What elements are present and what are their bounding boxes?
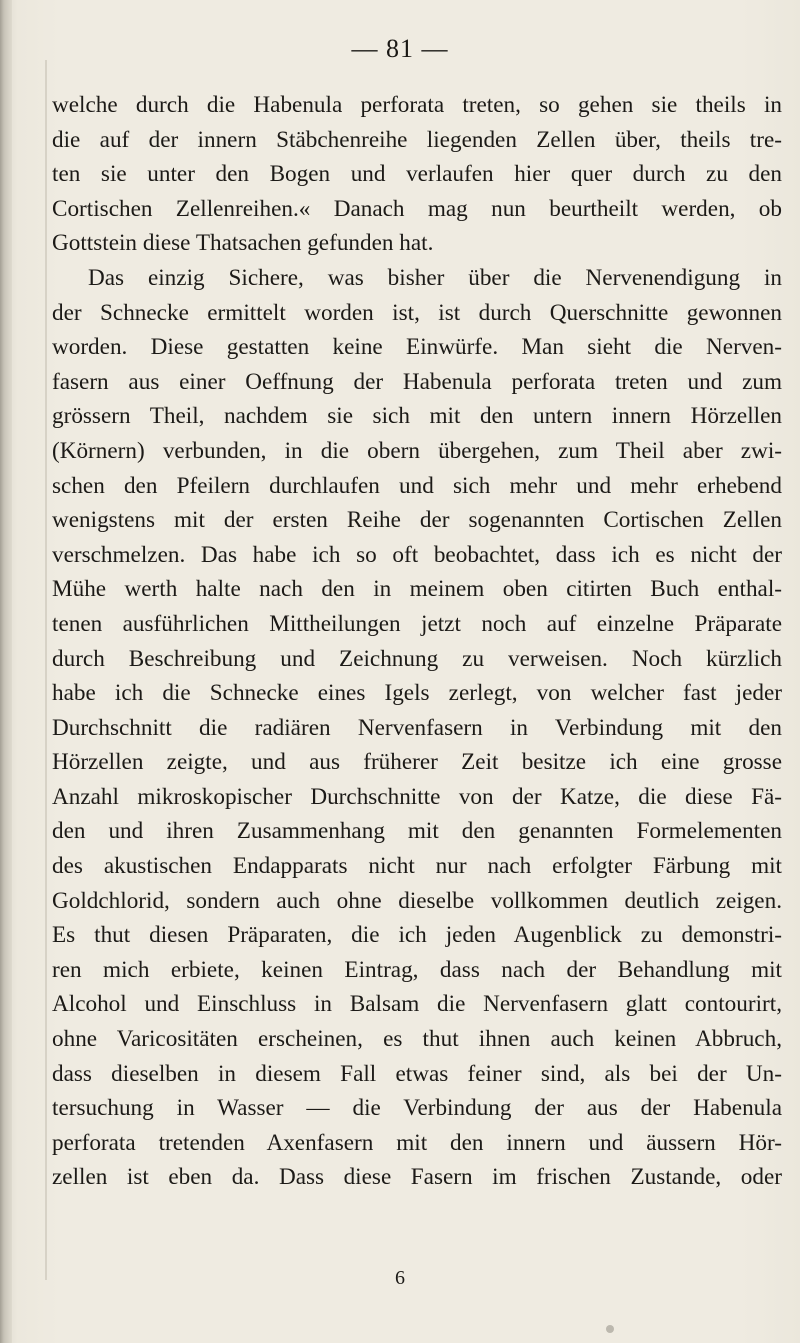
text-line: tenen ausführlichen Mittheilungen jetzt noch auf einzelne Präparate	[52, 610, 782, 637]
binding-edge	[0, 0, 12, 1343]
ink-spot	[606, 1325, 614, 1333]
text-line: Das einzig Sichere, was bisher über die Nervenendigung in	[88, 264, 782, 291]
text-line: verschmelzen. Das habe ich so oft beobachtet, dass ich es nicht der	[52, 541, 782, 568]
text-line: ten sie unter den Bogen und verlaufen hier quer durch zu den	[52, 161, 782, 188]
text-line: habe ich die Schnecke eines Igels zerlegt, von welcher fast jeder	[52, 680, 782, 707]
text-line: Goldchlorid, sondern auch ohne dieselbe vollkommen deutlich zeigen.	[52, 887, 782, 914]
text-line: Cortischen Zellenreihen.« Danach mag nun beurtheilt werden, ob	[52, 195, 782, 222]
text-line: Mühe werth halte nach den in meinem oben citirten Buch enthal-	[52, 576, 782, 603]
text-line: Es thut diesen Präparaten, die ich jeden Augenblick zu demonstri-	[52, 922, 782, 949]
text-line: schen den Pfeilern durchlaufen und sich mehr und mehr erhebend	[52, 472, 782, 499]
text-line: den und ihren Zusammenhang mit den genannten Formelementen	[52, 818, 782, 845]
text-line: (Körnern) verbunden, in die obern übergehen, zum Theil aber zwi-	[52, 437, 782, 464]
page-number-header: — 81 —	[351, 34, 449, 63]
text-line: des akustischen Endapparats nicht nur nach erfolgter Färbung mit	[52, 853, 782, 880]
text-line: wenigstens mit der ersten Reihe der sogenannten Cortischen Zellen	[52, 507, 782, 534]
text-line: ohne Varicositäten erscheinen, es thut ihnen auch keinen Abbruch,	[52, 1026, 782, 1053]
body-text	[52, 88, 782, 1195]
text-line: Hörzellen zeigte, und aus früherer Zeit besitze ich eine grosse	[52, 749, 782, 776]
text-line: worden. Diese gestatten keine Einwürfe. Man sieht die Nerven-	[52, 334, 782, 361]
gutter-shadow	[45, 60, 47, 1280]
signature-mark: 6	[395, 1267, 405, 1289]
text-line: welche durch die Habenula perforata treten, so gehen sie theils in	[52, 92, 782, 118]
text-line: der Schnecke ermittelt worden ist, ist durch Querschnitte gewonnen	[52, 299, 782, 326]
text-line: durch Beschreibung und Zeichnung zu verweisen. Noch kürzlich	[52, 645, 782, 672]
text-line: die auf der innern Stäbchenreihe liegenden Zellen über, theils tre-	[52, 126, 782, 153]
text-line: Gottstein diese Thatsachen gefunden hat.	[52, 230, 434, 257]
text-line: Durchschnitt die radiären Nervenfasern in Verbindung mit den	[52, 714, 782, 741]
text-line: ren mich erbiete, keinen Eintrag, dass nach der Behandlung mit	[52, 956, 782, 983]
text-line: fasern aus einer Oeffnung der Habenula perforata treten und zum	[52, 368, 782, 395]
text-line: tersuchung in Wasser — die Verbindung der aus der Habenula	[52, 1095, 782, 1122]
text-line: Alcohol und Einschluss in Balsam die Nervenfasern glatt contourirt,	[52, 991, 782, 1018]
text-line: perforata tretenden Axenfasern mit den innern und äussern Hör-	[52, 1129, 782, 1156]
text-line: dass dieselben in diesem Fall etwas feiner sind, als bei der Un-	[52, 1060, 782, 1087]
text-line: zellen ist eben da. Dass diese Fasern im frischen Zustande, oder	[52, 1164, 782, 1191]
text-line: Anzahl mikroskopischer Durchschnitte von der Katze, die diese Fä-	[52, 783, 782, 810]
text-line: grössern Theil, nachdem sie sich mit den untern innern Hörzellen	[52, 403, 782, 430]
